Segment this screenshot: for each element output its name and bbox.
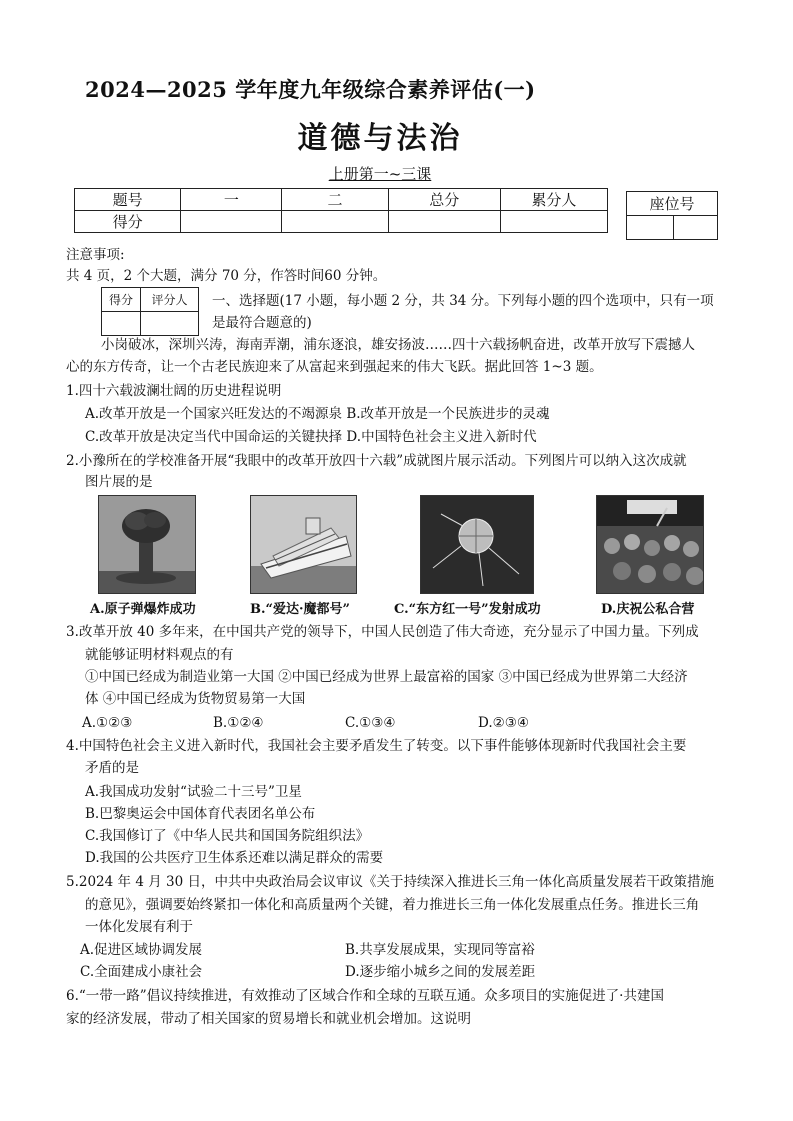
grader-name-cell[interactable] xyxy=(141,312,199,336)
q4-option-d: D.我国的公共医疗卫生体系还难以满足群众的需要 xyxy=(85,850,384,866)
score-header-cell: 累分人 xyxy=(500,189,607,211)
q6-stem-cont: 家的经济发展，带动了相关国家的贸易增长和就业机会增加。这说明 xyxy=(66,1011,471,1027)
q2-caption-a: A.原子弹爆炸成功 xyxy=(90,602,196,617)
score-table xyxy=(74,188,608,233)
q1-stem: 1.四十六载波澜壮阔的历史进程说明 xyxy=(66,383,282,399)
q3-items: ①中国已经成为制造业第一大国 ②中国已经成为世界上最富裕的国家 ③中国已经成为世界第二大经济 xyxy=(85,669,688,685)
q5-option-b: B.共享发展成果，实现同等富裕 xyxy=(345,942,535,958)
q3-option-b: B.①②④ xyxy=(213,715,264,731)
q4-option-c: C.我国修订了《中华人民共和国国务院组织法》 xyxy=(85,828,370,844)
q2-caption-c: C.“东方红一号”发射成功 xyxy=(394,602,541,617)
passage-line: 心的东方传奇，让一个古老民族迎来了从富起来到强起来的伟大飞跃。据此回答 1~3 题。 xyxy=(66,359,603,375)
q2-caption-d: D.庆祝公私合营 xyxy=(601,602,695,617)
grader-score-cell[interactable] xyxy=(102,312,141,336)
score-cell[interactable] xyxy=(388,211,500,233)
seat-table xyxy=(626,191,718,240)
q5-option-a: A.促进区域协调发展 xyxy=(80,942,203,958)
grader-score-label: 得分 xyxy=(102,288,141,312)
section1-heading-cont: 是最符合题意的) xyxy=(212,315,312,331)
grader-table xyxy=(101,287,199,336)
q2-caption-b: B.“爱达·魔都号” xyxy=(250,602,350,617)
q4-option-b: B.巴黎奥运会中国体育代表团名单公布 xyxy=(85,806,316,822)
q3-option-a: A.①②③ xyxy=(82,715,133,731)
score-header-cell: 一 xyxy=(181,189,282,211)
q2-stem-cont: 图片展的是 xyxy=(85,474,153,490)
q3-stem-cont: 就能够证明材料观点的有 xyxy=(85,647,234,663)
score-cell[interactable] xyxy=(181,211,282,233)
grader-label: 评分人 xyxy=(141,288,199,312)
q3-option-d: D.②③④ xyxy=(478,715,529,731)
photo-celebration xyxy=(596,495,704,594)
score-header-cell: 总分 xyxy=(388,189,500,211)
scope-label: 上册第一~三课 xyxy=(328,165,432,183)
q5-stem-cont: 一体化发展有利于 xyxy=(85,919,193,935)
score-cell[interactable] xyxy=(500,211,607,233)
q6-stem: 6.“一带一路”倡议持续推进，有效推动了区域合作和全球的互联互通。众多项目的实施促进了·共建国 xyxy=(66,988,664,1004)
q4-option-a: A.我国成功发射“试验二十三号”卫星 xyxy=(85,784,302,800)
q4-stem: 4.中国特色社会主义进入新时代，我国社会主要矛盾发生了转变。以下事件能够体现新时代我国社会主要 xyxy=(66,738,687,754)
score-cell[interactable] xyxy=(282,211,388,233)
photo-satellite xyxy=(420,495,534,594)
q5-stem: 5.2024 年 4 月 30 日，中共中央政治局会议审议《关于持续深入推进长三角一体化高质量发展若干政策措施 xyxy=(66,874,714,890)
q5-stem-cont: 的意见》，强调要始终紧扣一体化和高质量两个关键，着力推进长三角一体化发展重点任务。推进长三角 xyxy=(85,897,700,913)
score-header-cell: 题号 xyxy=(75,189,181,211)
exam-title: 2024—2025 学年度九年级综合素养评估(一) xyxy=(85,77,536,102)
q1-options-row: C.改革开放是决定当代中国命运的关键抉择 D.中国特色社会主义进入新时代 xyxy=(85,429,537,445)
seat-cell[interactable] xyxy=(627,216,674,240)
q4-stem-cont: 矛盾的是 xyxy=(85,760,139,776)
passage-line: 小岗破冰，深圳兴涛，海南弄潮，浦东逐浪，雄安扬波……四十六载扬帆奋进，改革开放写下震撼人 xyxy=(101,337,695,353)
notes-text: 共 4 页，2 个大题，满分 70 分，作答时间60 分钟。 xyxy=(66,268,387,284)
score-header-cell: 二 xyxy=(282,189,388,211)
q5-option-d: D.逐步缩小城乡之间的发展差距 xyxy=(345,964,536,980)
q2-stem: 2.小豫所在的学校准备开展“我眼中的改革开放四十六载”成就图片展示活动。下列图片可以纳入这次成就 xyxy=(66,453,687,469)
section1-heading: 一、选择题(17 小题，每小题 2 分，共 34 分。下列每小题的四个选项中，只有一项 xyxy=(212,293,714,309)
q3-option-c: C.①③④ xyxy=(345,715,396,731)
photo-atomic-bomb xyxy=(98,495,196,594)
q5-option-c: C.全面建成小康社会 xyxy=(80,964,203,980)
score-row-label: 得分 xyxy=(75,211,181,233)
q3-items-cont: 体 ④中国已经成为货物贸易第一大国 xyxy=(85,691,306,707)
photo-cruise-ship xyxy=(250,495,357,594)
q1-options-row: A.改革开放是一个国家兴旺发达的不竭源泉 B.改革开放是一个民族进步的灵魂 xyxy=(85,406,550,422)
seat-label: 座位号 xyxy=(627,192,718,216)
subject-title: 道德与法治 xyxy=(297,121,463,156)
seat-cell[interactable] xyxy=(674,216,718,240)
q3-stem: 3.改革开放 40 多年来，在中国共产党的领导下，中国人民创造了伟大奇迹，充分显示了中国力量。下列成 xyxy=(66,624,699,640)
notes-heading: 注意事项: xyxy=(66,247,125,263)
